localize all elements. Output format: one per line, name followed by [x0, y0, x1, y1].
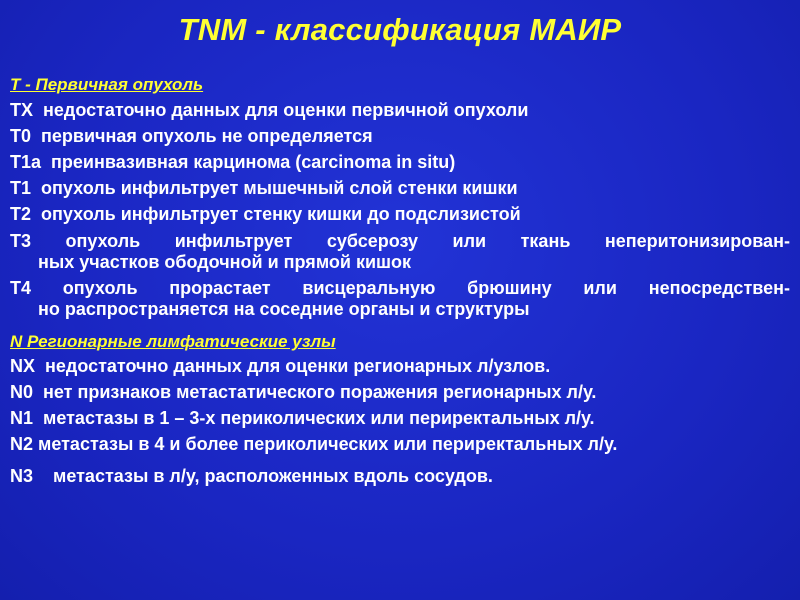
n-item-n2 — [10, 434, 617, 455]
t-text: опухоль инфильтрует мышечный слой стенки кишки — [41, 178, 518, 198]
t-code: Т1 — [10, 178, 32, 198]
n-code: N1 — [10, 408, 34, 428]
t3-word: или — [452, 231, 487, 251]
n-item-n0 — [10, 382, 596, 403]
t-item-tx — [10, 100, 528, 121]
n-text: метастазы в 4 и более периколических или периректальных л/у. — [38, 434, 618, 454]
t4-word: прорастает — [169, 278, 271, 298]
n-item-nx — [10, 356, 550, 377]
t4-word: непосредствен- — [648, 278, 790, 298]
t-code: T1a — [10, 152, 42, 172]
t-code: Т0 — [10, 126, 32, 146]
n-section-heading: N Регионарные лимфатические узлы — [10, 332, 336, 351]
t-item-t3 — [10, 231, 790, 273]
t3-word: опухоль — [65, 231, 141, 251]
t-code: ТХ — [10, 100, 34, 120]
t4-word: или — [583, 278, 617, 298]
n-item-n3 — [10, 466, 493, 487]
t3-word: ткань — [520, 231, 571, 251]
t4-word: брюшину — [467, 278, 552, 298]
t-text: первичная опухоль не определяется — [41, 126, 373, 146]
t3-word: инфильтрует — [174, 231, 293, 251]
t4-word: Т4 — [10, 278, 32, 298]
n-text: метастазы в 1 – 3-х периколических или периректальных л/у. — [43, 408, 595, 428]
n-code: N3 — [10, 466, 34, 486]
slide-title: TNM - классификация МАИР — [178, 12, 622, 47]
t-item-t1a — [10, 152, 455, 173]
t-item-t4 — [10, 278, 790, 320]
t-text: недостаточно данных для оценки первичной опухоли — [43, 100, 529, 120]
n-code: NX — [10, 356, 36, 376]
t3-word: субсерозу — [326, 231, 419, 251]
t-code: Т2 — [10, 204, 32, 224]
t4-first-line — [10, 278, 790, 299]
t3-word: Т3 — [10, 231, 32, 251]
n-text: недостаточно данных для оценки регионарных л/узлов. — [45, 356, 551, 376]
t-item-t0 — [10, 126, 373, 147]
t-text: опухоль инфильтрует стенку кишки до подслизистой — [41, 204, 521, 224]
t3-first-line — [10, 231, 790, 252]
n-text: метастазы в л/у, расположенных вдоль сосудов. — [53, 466, 493, 486]
t4-word: висцеральную — [302, 278, 436, 298]
n-text: нет признаков метастатического поражения регионарных л/у. — [43, 382, 597, 402]
t-text: преинвазивная карцинома (carcinoma in situ) — [51, 152, 456, 172]
t-item-t2 — [10, 204, 521, 225]
t-section-heading: Т - Первичная опухоль — [10, 75, 204, 94]
t-item-t1 — [10, 178, 518, 199]
n-code: N0 — [10, 382, 34, 402]
t4-continuation: но распространяется на соседние органы и структуры — [38, 299, 530, 319]
n-item-n1 — [10, 408, 594, 429]
t3-word: неперитонизирован- — [604, 231, 790, 251]
t3-continuation: ных участков ободочной и прямой кишок — [38, 252, 412, 272]
n-code: N2 — [10, 434, 34, 454]
t4-word: опухоль — [62, 278, 138, 298]
